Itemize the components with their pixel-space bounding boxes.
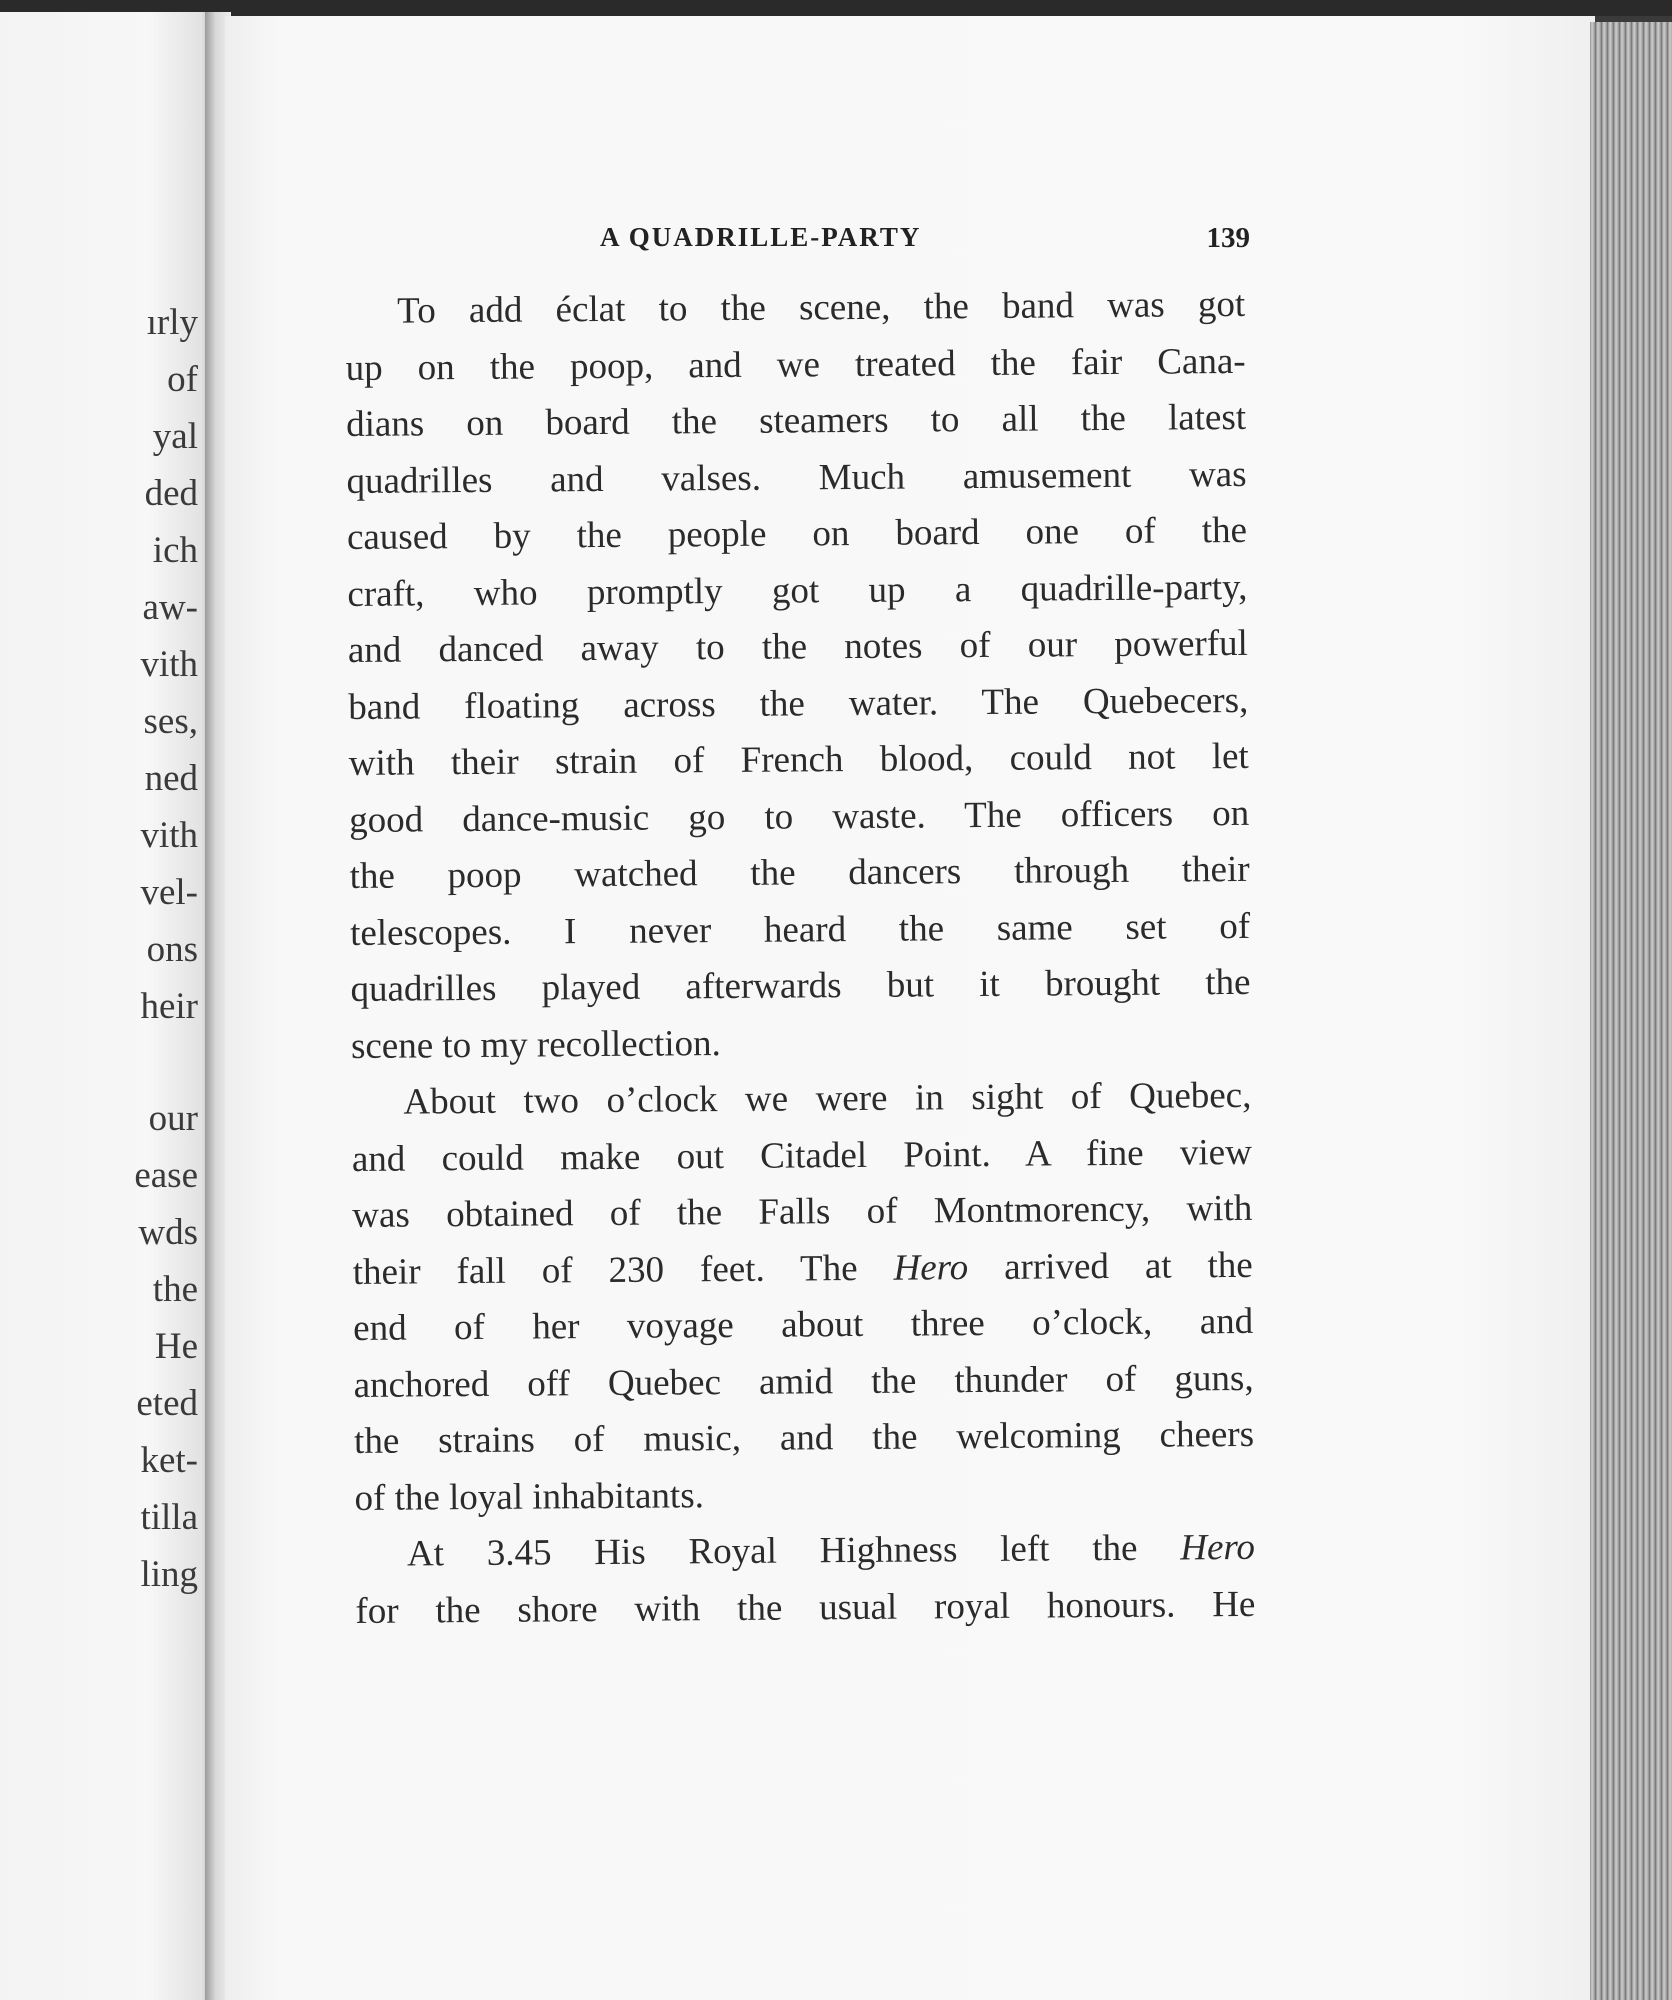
text-line: the strains of music, and the welcoming cheers [353, 1413, 1255, 1462]
left-page-line: He [154, 1326, 198, 1367]
left-page-line: wds [138, 1212, 198, 1253]
left-page-line: ded [144, 473, 198, 514]
text-line: for the shore with the usual royal honours. He [355, 1583, 1256, 1632]
left-page-line: our [148, 1098, 198, 1139]
page-number: 139 [1206, 222, 1250, 254]
left-page-line: tilla [140, 1497, 198, 1538]
text-line: scene to my recollection. [350, 1022, 721, 1067]
text-line: At 3.45 His Royal Highness left the Hero [406, 1526, 1256, 1575]
left-page-line: ease [134, 1155, 198, 1196]
text-line: and could make out Citadel Point. A fine view [351, 1131, 1253, 1180]
left-page-line: vith [140, 644, 198, 685]
text-line: anchored off Quebec amid the thunder of guns, [353, 1357, 1254, 1406]
left-page [0, 12, 212, 2000]
left-page-line: ses, [143, 701, 198, 742]
text-line: quadrilles played afterwards but it brought the [350, 961, 1251, 1010]
text-line: telescopes. I never heard the same set of [349, 905, 1251, 954]
left-page-line: vel- [140, 872, 198, 913]
left-page-line: vith [140, 815, 198, 856]
left-page-line: eted [136, 1383, 198, 1424]
text-line: of the loyal inhabitants. [354, 1474, 705, 1519]
text-line: caused by the people on board one of the [346, 509, 1248, 558]
text-line: the poop watched the dancers through their [349, 848, 1250, 897]
text-line: good dance-music go to waste. The officers on [349, 792, 1250, 841]
text-line: and danced away to the notes of our powerful [347, 622, 1249, 671]
left-page-line: yal [152, 416, 198, 457]
text-line: was obtained of the Falls of Montmorency, with [352, 1187, 1253, 1236]
left-page-line: ling [140, 1554, 198, 1595]
text-line: quadrilles and valses. Much amusement was [346, 453, 1247, 502]
left-page-line: ich [152, 530, 198, 571]
page-stack-edge [1590, 22, 1672, 2000]
text-line: end of her voyage about three o’clock, and [353, 1300, 1254, 1349]
text-line: craft, who promptly got up a quadrille-party, [347, 566, 1248, 615]
left-page-line: of [167, 359, 198, 400]
text-line: About two o’clock we were in sight of Quebec, [403, 1074, 1252, 1123]
body-text [345, 277, 1256, 1640]
running-head [600, 222, 1250, 258]
left-page-line: ons [146, 929, 198, 970]
left-page-line: ket- [140, 1440, 198, 1481]
text-line: with their strain of French blood, could not let [348, 735, 1249, 784]
left-page-line: heir [140, 986, 198, 1027]
text-line: To add éclat to the scene, the band was got [397, 283, 1246, 332]
text-line: band floating across the water. The Quebecers, [348, 679, 1249, 728]
ship-name: Hero [893, 1246, 969, 1289]
text-line: their fall of 230 feet. The Hero arrived at the [352, 1244, 1253, 1293]
text-line: up on the poop, and we treated the fair Cana- [345, 340, 1246, 389]
ship-name: Hero [1180, 1526, 1256, 1569]
running-head-title: A QUADRILLE-PARTY [600, 222, 922, 252]
text-line: dians on board the steamers to all the latest [345, 396, 1247, 445]
left-page-line: ned [144, 758, 198, 799]
left-page-line: aw- [142, 587, 198, 628]
book-top-edge [0, 0, 1672, 16]
left-page-line: ırly [146, 302, 198, 343]
left-page-line: the [152, 1269, 198, 1310]
